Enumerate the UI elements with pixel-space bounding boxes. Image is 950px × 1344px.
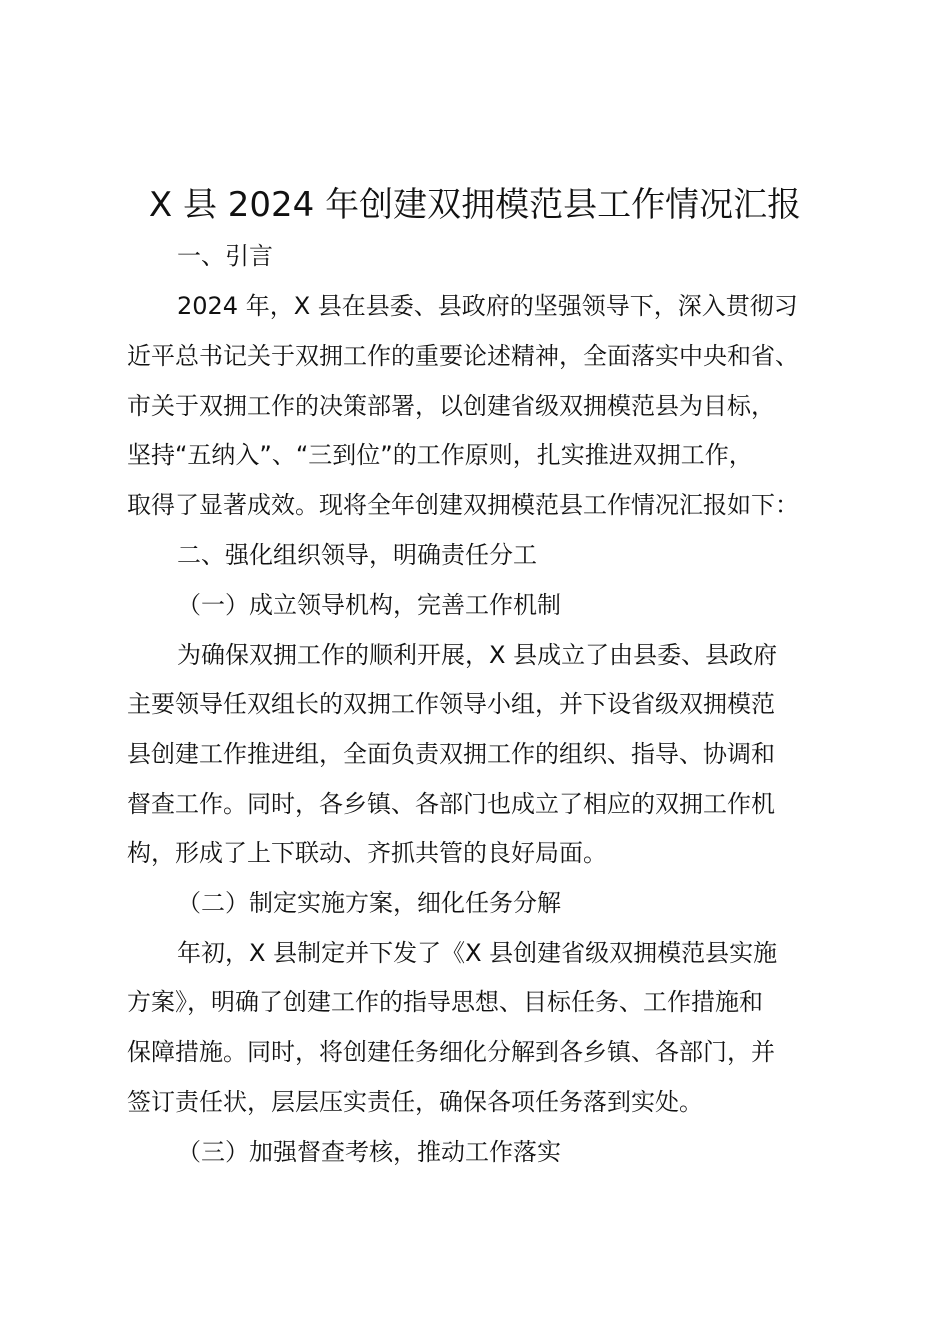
document-title: X 县 2024 年创建双拥模范县工作情况汇报 [148, 185, 802, 225]
paragraph-line: 市关于双拥工作的决策部署，以创建省级双拥模范县为目标， [127, 392, 775, 420]
paragraph-line: 方案》，明确了创建工作的指导思想、目标任务、工作措施和 [127, 988, 763, 1016]
paragraph-line: 年初，X 县制定并下发了《X 县创建省级双拥模范县实施 [177, 939, 778, 967]
paragraph-line: 坚持“五纳入”、“三到位”的工作原则，扎实推进双拥工作， [127, 441, 753, 469]
paragraph-line: 保障措施。同时，将创建任务细化分解到各乡镇、各部门，并 [127, 1038, 775, 1066]
paragraph-line: 主要领导任双组长的双拥工作领导小组，并下设省级双拥模范 [127, 690, 775, 718]
subsection-heading-3: （三）加强督查考核，推动工作落实 [177, 1138, 561, 1166]
paragraph-line: 2024 年，X 县在县委、县政府的坚强领导下，深入贯彻习 [177, 292, 798, 320]
paragraph-line: 督查工作。同时，各乡镇、各部门也成立了相应的双拥工作机 [127, 790, 775, 818]
section-heading-organization: 二、强化组织领导，明确责任分工 [177, 541, 537, 569]
paragraph-line: 为确保双拥工作的顺利开展，X 县成立了由县委、县政府 [177, 641, 778, 669]
paragraph-line: 签订责任状，层层压实责任，确保各项任务落到实处。 [127, 1088, 703, 1116]
paragraph-line: 近平总书记关于双拥工作的重要论述精神，全面落实中央和省、 [127, 342, 799, 370]
paragraph-line: 构，形成了上下联动、齐抓共管的良好局面。 [127, 839, 607, 867]
paragraph-line: 县创建工作推进组，全面负责双拥工作的组织、指导、协调和 [127, 740, 775, 768]
section-heading-intro: 一、引言 [177, 242, 273, 270]
subsection-heading-1: （一）成立领导机构，完善工作机制 [177, 591, 561, 619]
paragraph-line: 取得了显著成效。现将全年创建双拥模范县工作情况汇报如下： [127, 491, 799, 519]
subsection-heading-2: （二）制定实施方案，细化任务分解 [177, 889, 561, 917]
